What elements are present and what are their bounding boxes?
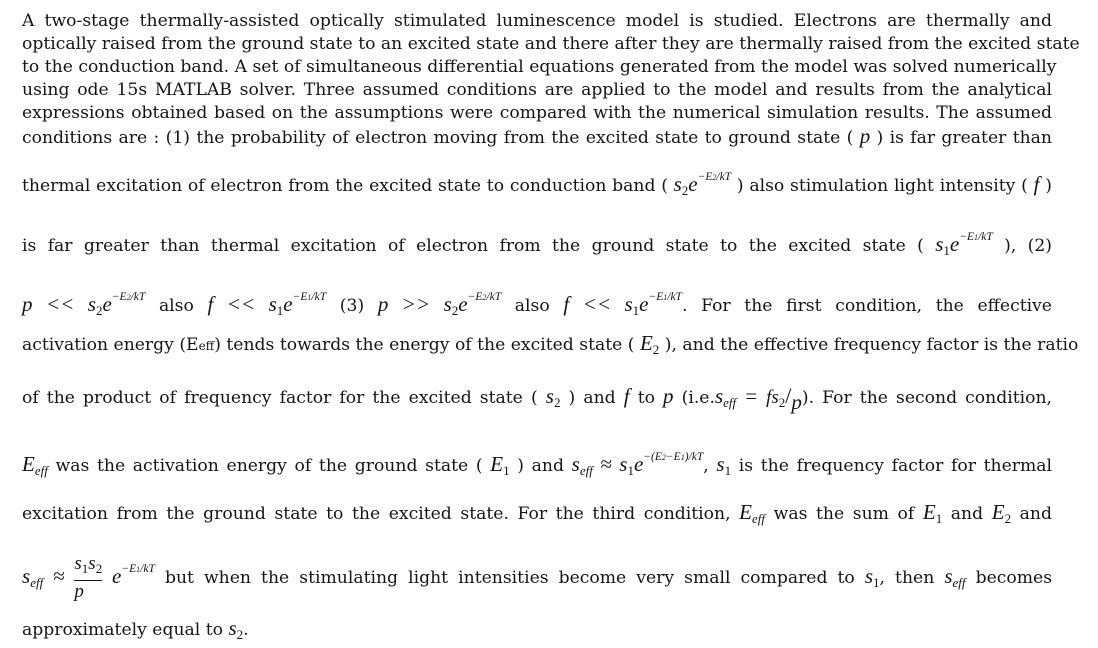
text-span: ) also stimulation light intensity ( (736, 176, 1028, 196)
text-span: becomes (975, 568, 1053, 588)
text-line (22, 79, 1052, 102)
math-seff-def: seff = $fs_2/p$ (714, 383, 802, 414)
text-span: to the conduction band. A set of simultaneous differential equations generated from the model was solved numerically (22, 57, 1057, 77)
text-span: (i.e. (681, 388, 715, 408)
text-line (22, 33, 1080, 56)
text-span: ), and the effective frequency factor is the ratio (664, 335, 1079, 355)
text-line (22, 615, 1052, 648)
text-span: optically raised from the ground state to an excited state and there after they are thermally raised from the excited state (22, 34, 1080, 54)
text-span: to (637, 388, 655, 408)
text-span: ), (2) (1004, 236, 1053, 256)
text-span: expressions obtained based on the assumptions were compared with the numerical simulation results. The assumed (22, 103, 1052, 123)
text-span: . For the first condition, the effective (681, 296, 1052, 316)
math-seff-third: seff ≈ $\frac{s_1s_2}{p}$ $e^{-E1/kT}$ (22, 553, 155, 603)
text-line (22, 330, 1079, 363)
math-cond3a: $p >> s_2e^{-E2/kT}$ (377, 291, 502, 318)
text-span: ) (1045, 176, 1052, 196)
text-span: conditions are : (1) the probability of electron moving from the excited state to ground state ( (22, 128, 854, 148)
math-Eeff: Eeff (22, 452, 48, 478)
text-line (22, 498, 1052, 533)
math-s2-exp: $s_2e^{-E2/kT}$ (668, 171, 732, 198)
text-span: was the activation energy of the ground state ( (55, 456, 483, 476)
math-cond3b: $f << s_1e^{-E1/kT}$ (563, 291, 682, 318)
text-span: and (950, 504, 984, 524)
math-cond2b: $f << s_1e^{-E1/kT}$ (207, 291, 327, 318)
math-s1: $s_1$ (716, 452, 732, 478)
text-span: A two-stage thermally-assisted optically stimulated luminescence model is studied. Electrons are thermally and (22, 11, 1052, 31)
text-span: ). For the second condition, (801, 388, 1052, 408)
text-span: also (514, 296, 550, 316)
text-span: ) tends towards the energy of the excited state ( (214, 335, 635, 355)
text-line (22, 102, 1052, 125)
text-span: (3) (339, 296, 365, 316)
text-span: , (703, 456, 709, 476)
text-span: , then (879, 568, 935, 588)
math-E2: $E_2$ (991, 500, 1012, 526)
math-E1: $E_1$ (490, 452, 510, 478)
math-s1-exp: $s_1e^{-E1/kT}$ (935, 231, 993, 258)
text-line (22, 125, 1052, 150)
math-cond2a: $p << s_2e^{-E2/kT}$ (22, 291, 146, 318)
math-s2: $s_2$ (228, 616, 244, 642)
math-E1: $E_1$ (922, 500, 943, 526)
text-line (22, 224, 1052, 264)
text-span: activation energy (E (22, 335, 199, 355)
text-span: ) and (568, 388, 616, 408)
text-line (22, 381, 1052, 418)
text-line (22, 442, 1052, 486)
text-line (22, 10, 1052, 33)
math-f: f (623, 384, 630, 408)
text-span: excitation from the ground state to the excited state. For the third condition, (22, 504, 731, 524)
text-span: was the sum of (773, 504, 915, 524)
text-span: is far greater than thermal excitation of electron from the ground state to the excited state ( (22, 236, 924, 256)
math-f: f (1033, 172, 1040, 196)
text-line (22, 164, 1052, 204)
text-span: ) is far greater than (876, 128, 1052, 148)
text-span: thermal excitation of electron from the excited state to conduction band ( (22, 176, 668, 196)
text-span: and (1019, 504, 1052, 524)
text-line (22, 547, 1052, 605)
math-Eeff: Eeff (739, 500, 765, 526)
math-E2: $E_2$ (639, 331, 660, 357)
math-seff-approx: seff ≈ $s_1e^{-(E2-E1)/kT}$ (571, 451, 704, 478)
math-s2: $s_2$ (545, 384, 561, 410)
eff-subscript: eff (198, 339, 215, 353)
text-span: but when the stimulating light intensities become very small compared to (164, 568, 855, 588)
text-line (22, 284, 1052, 324)
text-span: using ode 15s MATLAB solver. Three assumed conditions are applied to the model and results from the analytical (22, 80, 1052, 100)
text-span: approximately equal to (22, 620, 224, 640)
text-span: ) and (517, 456, 564, 476)
text-span: . (243, 620, 249, 640)
math-s1: $s_1$ (864, 564, 880, 590)
text-span: of the product of frequency factor for the excited state ( (22, 388, 538, 408)
text-span: also (158, 296, 194, 316)
text-span: is the frequency factor for thermal (738, 456, 1053, 476)
abstract-paragraph (22, 10, 1080, 648)
math-seff: seff (944, 564, 966, 590)
text-line (22, 56, 1057, 79)
math-p: p (663, 384, 674, 408)
math-p: p (859, 124, 871, 148)
